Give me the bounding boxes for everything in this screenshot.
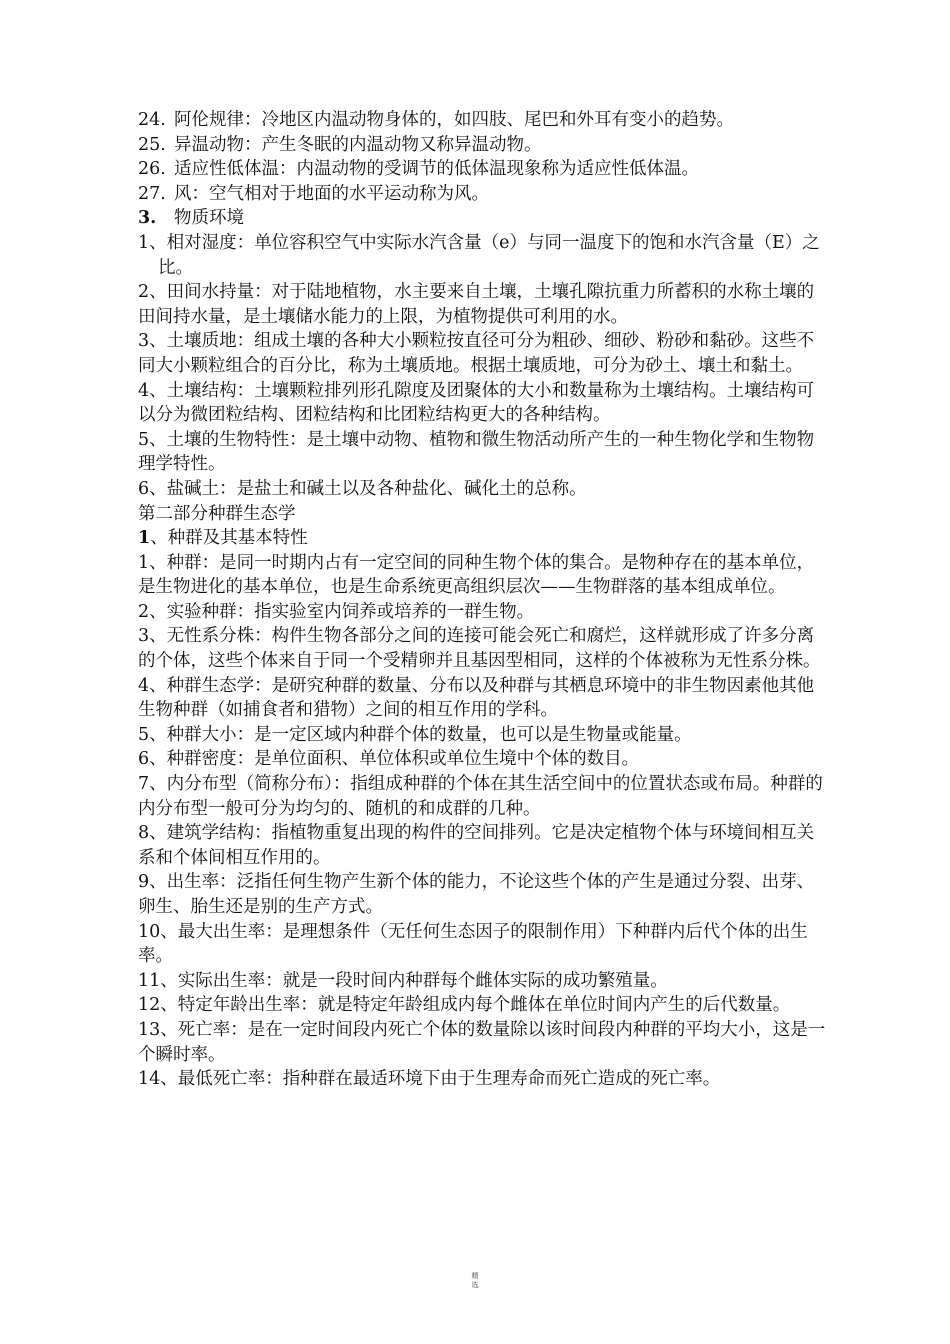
item-text: 异温动物：产生冬眠的内温动物又称异温动物。 [174, 134, 542, 155]
item-text: 阿伦规律：冷地区内温动物身体的，如四肢、尾巴和外耳有变小的趋势。 [174, 110, 734, 130]
item-text: 适应性低体温：内温动物的受调节的低体温现象称为适应性低体温。 [174, 159, 699, 180]
item-number: 26. [138, 159, 166, 180]
definition-item: 12、特定年龄出生率：就是特定年龄组成内每个雌体在单位时间内产生的后代数量。 [138, 995, 791, 1016]
definition-item: 14、最低死亡率：指种群在最适环境下由于生理寿命而死亡造成的死亡率。 [138, 1069, 721, 1090]
section-title: 物质环境 [174, 208, 244, 229]
part-title: 第二部分种群生态学 [138, 503, 296, 524]
section-number: 1 [138, 528, 151, 549]
item-number: 25. [138, 134, 166, 155]
item-number: 24. [138, 110, 166, 130]
definition-item: 10、最大出生率：是理想条件（无任何生态因子的限制作用）下种群内后代个体的出生率。 [138, 921, 808, 967]
section-heading [138, 526, 828, 551]
definition-item: 4、土壤结构：土壤颗粒排列形孔隙度及团聚体的大小和数量称为土壤结构。土壤结构可以分为微团粒结构、团粒结构和比团粒结构更大的各种结构。 [138, 380, 815, 426]
list-item [138, 157, 828, 182]
definition-item: 4、种群生态学：是研究种群的数量、分布以及种群与其栖息环境中的非生物因素他其他生物种群（如捕食者和猎物）之间的相互作用的学科。 [138, 675, 815, 721]
list-item [138, 182, 828, 207]
definition-item: 2、实验种群：指实验室内饲养或培养的一群生物。 [138, 601, 535, 622]
definition-item: 7、内分布型（简称分布）：指组成种群的个体在其生活空间中的位置状态或布局。种群的内分布型一般可分为均匀的、随机的和成群的几种。 [138, 774, 823, 819]
list-item [138, 108, 828, 133]
section-heading [138, 206, 828, 231]
definition-item: 11、实际出生率：就是一段时间内种群每个雌体实际的成功繁殖量。 [138, 970, 668, 991]
definition-item: 13、死亡率：是在一定时间段内死亡个体的数量除以该时间段内种群的平均大小，这是一个瞬时率。 [138, 1019, 826, 1065]
definition-item: 3、无性系分株：构件生物各部分之间的连接可能会死亡和腐烂，这样就形成了许多分离的个体，这些个体来自于同一个受精卵并且基因型相同，这样的个体被称为无性系分株。 [138, 626, 821, 672]
list-item [138, 133, 828, 158]
definition-item: 5、土壤的生物特性：是土壤中动物、植物和微生物活动所产生的一种生物化学和生物物理学特性。 [138, 429, 815, 475]
definition-item: 6、种群密度：是单位面积、单位体积或单位生境中个体的数目。 [138, 749, 640, 770]
definition-item: 5、种群大小：是一定区域内种群个体的数量，也可以是生物量或能量。 [138, 724, 692, 745]
definition-item: 2、田间水持量：对于陆地植物，水主要来自土壤，土壤孔隙抗重力所蓄积的水称土壤的田间持水量，是土壤储水能力的上限，为植物提供可利用的水。 [138, 282, 815, 327]
document-body [138, 108, 828, 1092]
page-footer [455, 1272, 495, 1290]
definition-item: 8、建筑学结构：指植物重复出现的构件的空间排列。它是决定植物个体与环境间相互关系和个体间相互作用的。 [138, 823, 815, 868]
footer-mark-line1: 精 [471, 1272, 479, 1280]
footer-mark-line2: 选 [471, 1281, 479, 1289]
section-title: 、种群及其基本特性 [150, 528, 308, 549]
definition-item: 9、出生率：泛指任何生物产生新个体的能力，不论这些个体的产生是通过分裂、出芽、卵生、胎生还是别的生产方式。 [138, 872, 815, 917]
section-number: 3. [138, 208, 157, 229]
definition-item: 1、种群：是同一时期内占有一定空间的同种生物个体的集合。是物种存在的基本单位，是生物进化的基本单位，也是生命系统更高组织层次——生物群落的基本组成单位。 [138, 552, 815, 598]
item-text: 风：空气相对于地面的水平运动称为风。 [174, 183, 489, 204]
definition-item: 3、土壤质地：组成土壤的各种大小颗粒按直径可分为粗砂、细砂、粉砂和黏砂。这些不同大小颗粒组合的百分比，称为土壤质地。根据土壤质地，可分为砂土、壤土和黏土。 [138, 331, 815, 376]
definition-item: 1、相对湿度：单位容积空气中实际水汽含量（e）与同一温度下的饱和水汽含量（E）之比。 [138, 232, 820, 278]
definition-item: 6、盐碱土：是盐土和碱土以及各种盐化、碱化土的总称。 [138, 478, 587, 499]
item-number: 27. [138, 183, 166, 204]
